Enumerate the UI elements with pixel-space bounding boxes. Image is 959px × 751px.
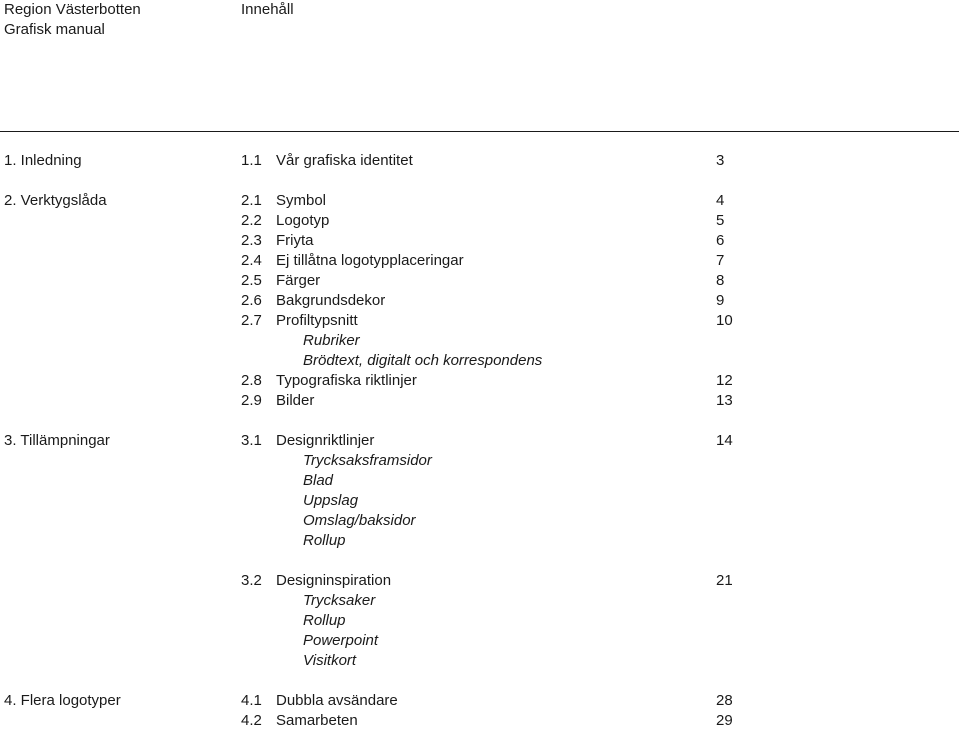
toc-entry-title: Färger [276, 272, 321, 289]
toc-subentry: Omslag/baksidor [303, 512, 416, 529]
toc-entry [0, 231, 959, 251]
toc-page-number: 7 [716, 252, 725, 269]
toc-entry-number: 2.9 [241, 392, 262, 409]
toc-entry [0, 191, 959, 211]
toc-entry-number: 4.1 [241, 692, 262, 709]
page-title: Innehåll [241, 1, 294, 18]
toc-entry-title: Dubbla avsändare [276, 692, 398, 709]
toc-page-number: 13 [716, 392, 733, 409]
toc-entry-number: 2.6 [241, 292, 262, 309]
toc-section-title: 2. Verktygslåda [4, 192, 107, 209]
toc-subentry: Blad [303, 472, 334, 489]
toc-page-number: 4 [716, 192, 725, 209]
toc-page-number: 3 [716, 152, 725, 169]
organization-name: Region Västerbotten [4, 1, 141, 18]
toc-page-number: 8 [716, 272, 725, 289]
toc-section [0, 191, 959, 411]
toc-section [0, 151, 959, 171]
document-header [4, 0, 141, 40]
toc-page-number: 6 [716, 232, 725, 249]
toc-subentry: Powerpoint [303, 632, 379, 649]
toc-subentry: Rollup [303, 612, 346, 629]
toc-section-title: 4. Flera logotyper [4, 692, 121, 709]
toc-page-number: 29 [716, 712, 733, 729]
toc-entry [0, 271, 959, 291]
table-of-contents [0, 151, 959, 751]
toc-entry-title: Vår grafiska identitet [276, 152, 413, 169]
toc-subentry: Brödtext, digitalt och korrespondens [303, 352, 543, 369]
toc-page-number: 28 [716, 692, 733, 709]
toc-subentry: Rollup [303, 532, 346, 549]
toc-entry-title: Designriktlinjer [276, 432, 375, 449]
toc-page-number: 10 [716, 312, 733, 329]
toc-section [0, 691, 959, 731]
toc-section-title: 1. Inledning [4, 152, 82, 169]
toc-entry-number: 2.2 [241, 212, 262, 229]
toc-entry-title: Ej tillåtna logotypplaceringar [276, 252, 464, 269]
toc-section [0, 431, 959, 671]
toc-entry-title: Samarbeten [276, 712, 358, 729]
toc-entry [0, 211, 959, 231]
toc-entry-number: 2.4 [241, 252, 262, 269]
toc-page-number: 5 [716, 212, 725, 229]
toc-page-number: 14 [716, 432, 733, 449]
toc-entry-number: 4.2 [241, 712, 262, 729]
toc-entry [0, 571, 959, 591]
toc-entry-title: Profiltypsnitt [276, 312, 358, 329]
toc-entry [0, 311, 959, 331]
toc-entry-title: Bilder [276, 392, 315, 409]
toc-page-number: 21 [716, 572, 733, 589]
toc-entry-number: 2.7 [241, 312, 262, 329]
toc-entry-title: Designinspiration [276, 572, 392, 589]
document-name: Grafisk manual [4, 21, 105, 38]
toc-page-number: 9 [716, 292, 725, 309]
header-divider [0, 131, 959, 132]
toc-entry-number: 3.1 [241, 432, 262, 449]
toc-entry-title: Symbol [276, 192, 327, 209]
toc-subentry: Uppslag [303, 492, 359, 509]
toc-entry [0, 431, 959, 451]
toc-entry [0, 391, 959, 411]
toc-entry [0, 711, 959, 731]
toc-subentry: Trycksaker [303, 592, 376, 609]
toc-entry [0, 151, 959, 171]
toc-entry [0, 291, 959, 311]
toc-entry-number: 1.1 [241, 152, 262, 169]
toc-entry-number: 2.3 [241, 232, 262, 249]
toc-entry-number: 3.2 [241, 572, 262, 589]
toc-entry-number: 2.1 [241, 192, 262, 209]
toc-entry-title: Logotyp [276, 212, 330, 229]
toc-subentry: Visitkort [303, 652, 357, 669]
toc-entry [0, 691, 959, 711]
toc-subentry: Trycksaksframsidor [303, 452, 432, 469]
toc-page-number: 12 [716, 372, 733, 389]
toc-entry-title: Bakgrundsdekor [276, 292, 386, 309]
toc-entry-number: 2.5 [241, 272, 262, 289]
toc-subentry: Rubriker [303, 332, 360, 349]
toc-section-title: 3. Tillämpningar [4, 432, 110, 449]
toc-entry-title: Friyta [276, 232, 314, 249]
toc-entry-number: 2.8 [241, 372, 262, 389]
toc-entry [0, 251, 959, 271]
toc-entry-title: Typografiska riktlinjer [276, 372, 417, 389]
toc-entry [0, 371, 959, 391]
